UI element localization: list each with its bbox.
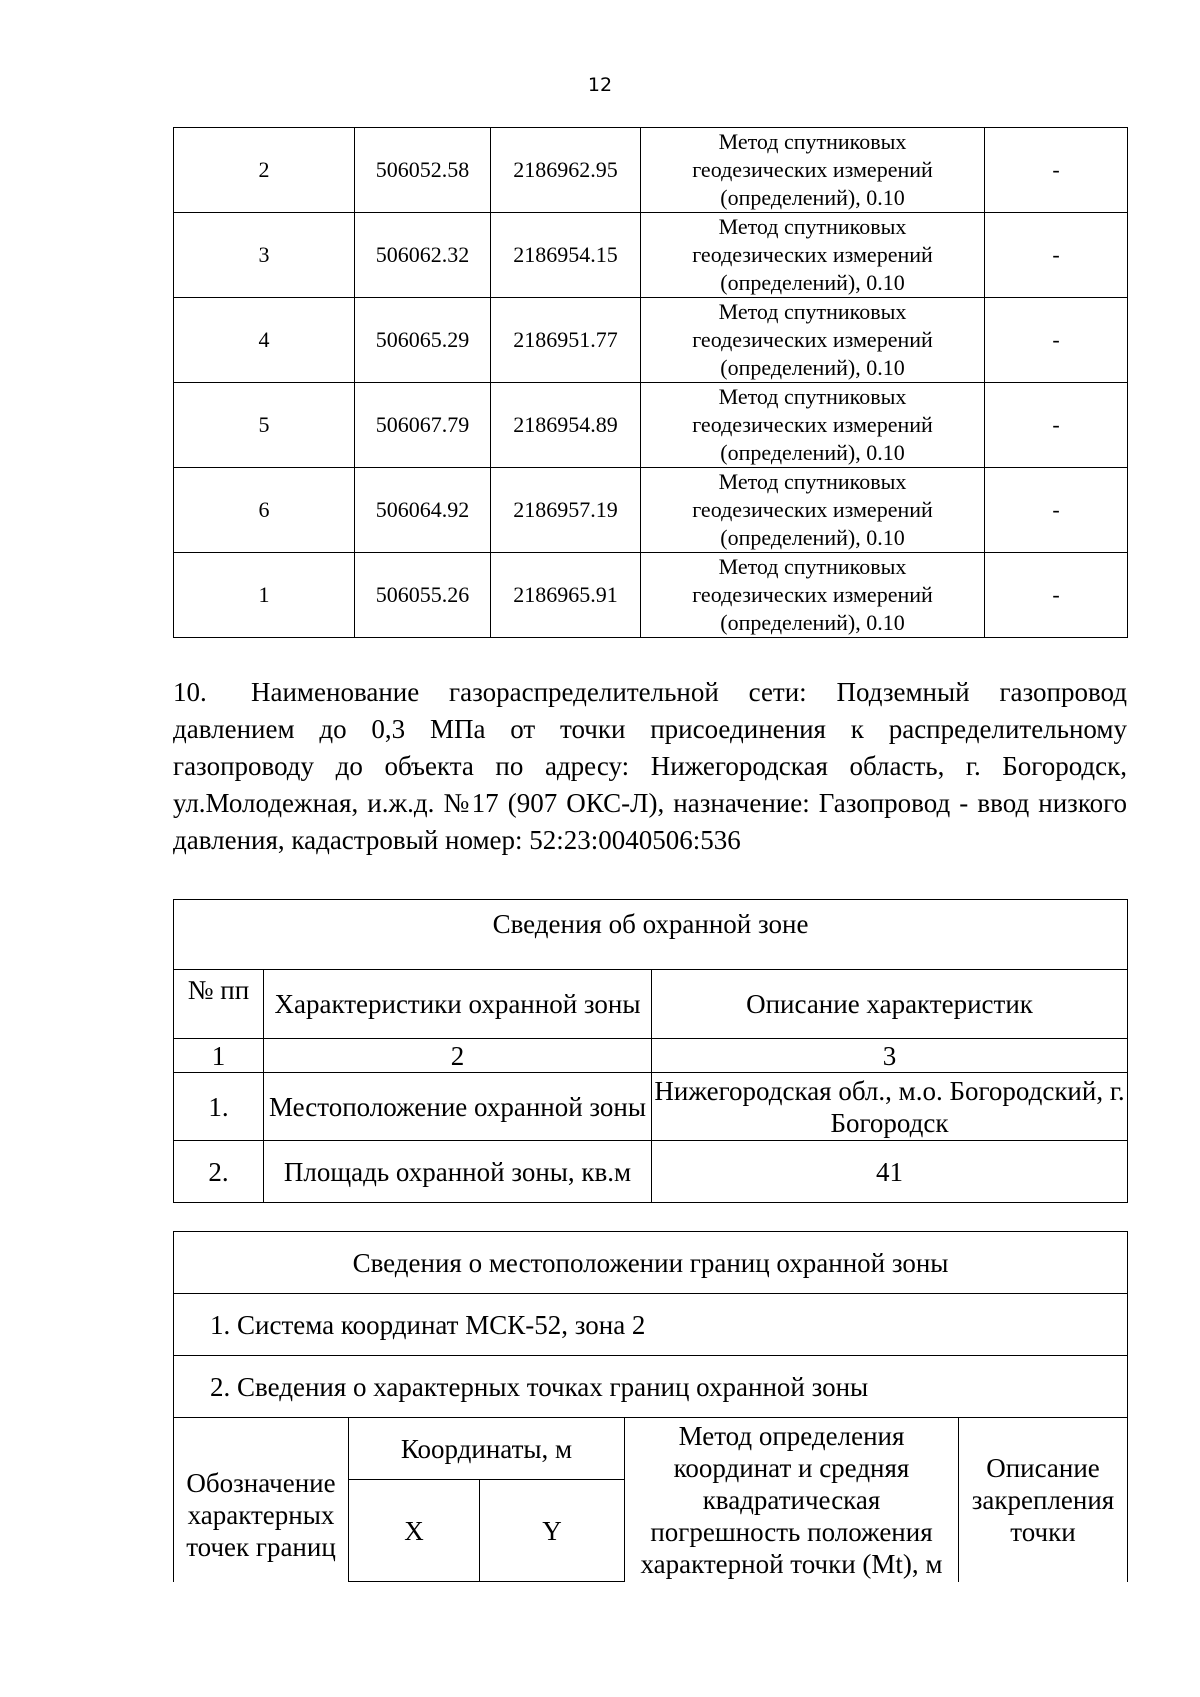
point-x: 506055.26 [355, 553, 491, 638]
header-characteristics: Характеристики охранной зоны [264, 970, 652, 1039]
header-fixing-description: Описание закрепления точки [959, 1418, 1128, 1582]
coordinate-system: 1. Система координат МСК-52, зона 2 [174, 1294, 1128, 1356]
boundary-table-title: Сведения о местоположении границ охранной зоны [174, 1232, 1128, 1294]
method-line: Метод спутниковых [718, 214, 907, 239]
zone-table-title-row [174, 900, 1128, 970]
protection-zone-table [173, 899, 1128, 1203]
point-method [641, 298, 985, 383]
point-number: 1 [174, 553, 355, 638]
point-number: 6 [174, 468, 355, 553]
coordinate-row [174, 298, 1128, 383]
coordinate-row [174, 213, 1128, 298]
method-line: Метод спутниковых [718, 129, 907, 154]
point-x: 506062.32 [355, 213, 491, 298]
point-method [641, 213, 985, 298]
method-line: геодезических измерений [692, 582, 933, 607]
point-y: 2186951.77 [491, 298, 641, 383]
coordinate-row [174, 468, 1128, 553]
coordinate-row [174, 553, 1128, 638]
characteristic-points-heading: 2. Сведения о характерных точках границ охранной зоны [174, 1356, 1128, 1418]
point-y: 2186954.89 [491, 383, 641, 468]
header-coordinates: Координаты, м [349, 1418, 625, 1480]
method-line: геодезических измерений [692, 157, 933, 182]
method-line: (определений), 0.10 [720, 440, 905, 465]
point-fixing: - [985, 298, 1128, 383]
method-line: (определений), 0.10 [720, 185, 905, 210]
point-number: 4 [174, 298, 355, 383]
point-y: 2186965.91 [491, 553, 641, 638]
coordinate-row [174, 128, 1128, 213]
method-line: (определений), 0.10 [720, 525, 905, 550]
section-number: 10. [173, 677, 207, 707]
point-fixing: - [985, 128, 1128, 213]
coordinate-system-row [174, 1294, 1128, 1356]
method-line: геодезических измерений [692, 497, 933, 522]
header-number: № пп [174, 970, 264, 1039]
point-method [641, 553, 985, 638]
point-fixing: - [985, 468, 1128, 553]
zone-row-location [174, 1073, 1128, 1141]
point-method [641, 383, 985, 468]
method-line: Метод спутниковых [718, 554, 907, 579]
point-number: 5 [174, 383, 355, 468]
header-y: Y [480, 1480, 625, 1582]
index-cell: 3 [652, 1039, 1128, 1073]
method-line: Метод спутниковых [718, 384, 907, 409]
method-line: геодезических измерений [692, 327, 933, 352]
zone-row-number: 1. [174, 1073, 264, 1141]
method-line: (определений), 0.10 [720, 610, 905, 635]
method-line: (определений), 0.10 [720, 270, 905, 295]
point-number: 3 [174, 213, 355, 298]
index-cell: 2 [264, 1039, 652, 1073]
boundary-title-row [174, 1232, 1128, 1294]
method-line: геодезических измерений [692, 242, 933, 267]
zone-row-name: Площадь охранной зоны, кв.м [264, 1141, 652, 1203]
zone-row-value: 41 [652, 1141, 1128, 1203]
point-number: 2 [174, 128, 355, 213]
boundary-location-table [173, 1231, 1128, 1582]
header-description: Описание характеристик [652, 970, 1128, 1039]
section-10-paragraph [173, 674, 1127, 859]
zone-table-header-row [174, 970, 1128, 1039]
method-line: Метод спутниковых [718, 299, 907, 324]
point-fixing: - [985, 553, 1128, 638]
zone-row-value: Нижегородская обл., м.о. Богородский, г. Богородск [652, 1073, 1128, 1141]
zone-table-title: Сведения об охранной зоне [174, 900, 1128, 970]
method-line: Метод спутниковых [718, 469, 907, 494]
characteristic-points-row [174, 1356, 1128, 1418]
point-y: 2186954.15 [491, 213, 641, 298]
method-line: геодезических измерений [692, 412, 933, 437]
coordinates-table [173, 127, 1128, 638]
point-x: 506052.58 [355, 128, 491, 213]
point-method [641, 128, 985, 213]
point-fixing: - [985, 213, 1128, 298]
point-method [641, 468, 985, 553]
point-x: 506067.79 [355, 383, 491, 468]
point-x: 506065.29 [355, 298, 491, 383]
point-fixing: - [985, 383, 1128, 468]
index-cell: 1 [174, 1039, 264, 1073]
zone-table-index-row [174, 1039, 1128, 1073]
point-y: 2186962.95 [491, 128, 641, 213]
zone-row-name: Местоположение охранной зоны [264, 1073, 652, 1141]
zone-row-number: 2. [174, 1141, 264, 1203]
page-number: 12 [587, 74, 613, 96]
header-x: X [349, 1480, 480, 1582]
points-header-row-1 [174, 1418, 1128, 1480]
section-text: Наименование газораспределительной сети: Подземный газопровод давлением до 0,3 МПа от точки присоединения к распределительному газопроводу до объекта по адресу: Нижегородская область, г. Богородск, ул.Молодежная, и.ж.д. №17 (907 ОКС-Л), назначение: Газопровод - ввод низкого давления, кадастровый номер: 52:23:0040506:536 [173, 677, 1127, 855]
coordinate-row [174, 383, 1128, 468]
point-x: 506064.92 [355, 468, 491, 553]
zone-row-area [174, 1141, 1128, 1203]
point-y: 2186957.19 [491, 468, 641, 553]
header-method: Метод определения координат и средняя квадратическая погрешность положения характерной точки (Mt), м [625, 1418, 959, 1582]
method-line: (определений), 0.10 [720, 355, 905, 380]
header-point-designation: Обозначение характерных точек границ [174, 1418, 349, 1582]
